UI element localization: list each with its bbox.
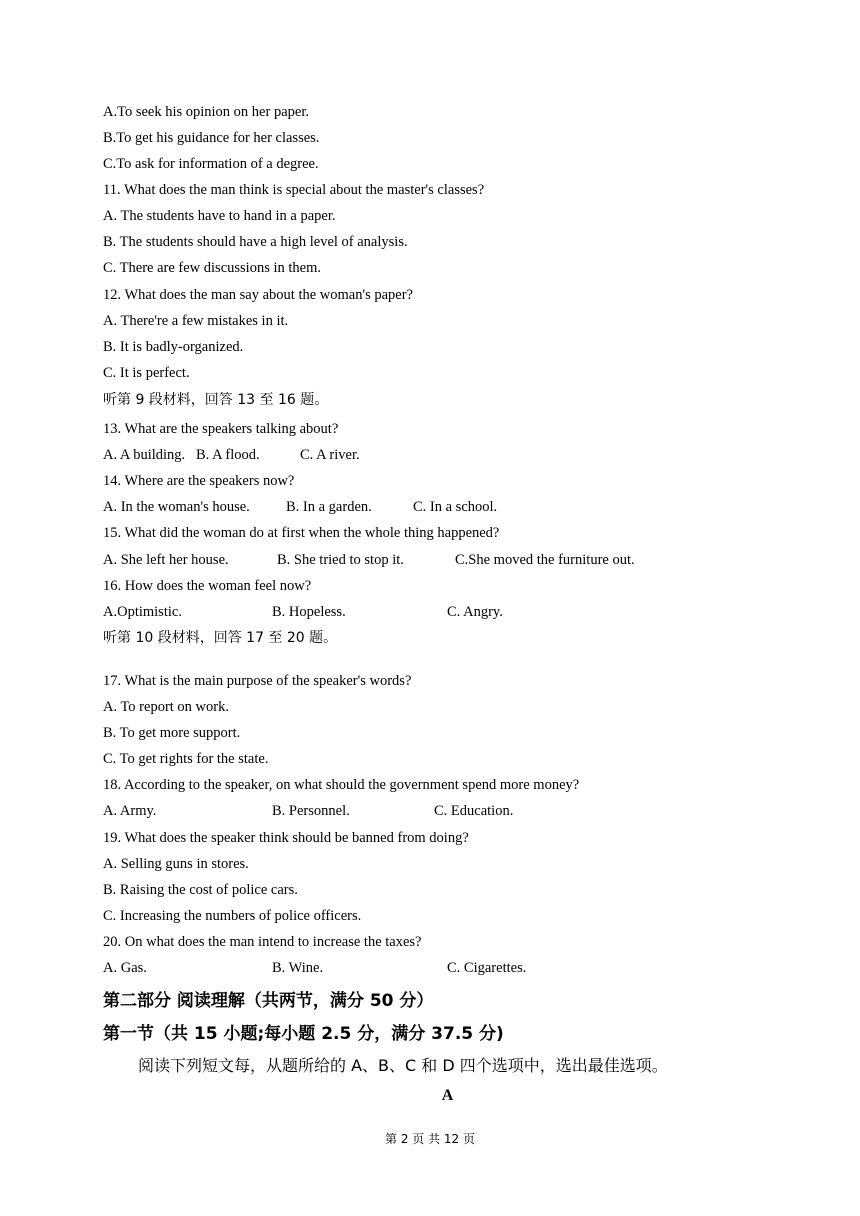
reading-instruction: 阅读下列短文每，从题所给的 A、B、C 和 D 四个选项中，选出最佳选项。 xyxy=(138,1056,668,1075)
question-12: 12. What does the man say about the woman's paper? xyxy=(103,287,413,303)
q11-option-a: A. The students have to hand in a paper. xyxy=(103,208,336,224)
question-17: 17. What is the main purpose of the speaker's words? xyxy=(103,673,412,689)
question-18: 18. According to the speaker, on what should the government spend more money? xyxy=(103,777,580,793)
question-19: 19. What does the speaker think should be banned from doing? xyxy=(103,830,469,846)
q17-option-b: B. To get more support. xyxy=(103,725,241,741)
q10-option-b: B.To get his guidance for her classes. xyxy=(103,130,320,146)
q14-option-b: B. In a garden. xyxy=(286,499,372,515)
q20-option-b: B. Wine. xyxy=(272,960,324,976)
q11-option-b: B. The students should have a high level of analysis. xyxy=(103,234,408,250)
q16-option-b: B. Hopeless. xyxy=(272,604,346,620)
question-13: 13. What are the speakers talking about? xyxy=(103,421,339,437)
q17-option-c: C. To get rights for the state. xyxy=(103,751,269,767)
question-11: 11. What does the man think is special about the master's classes? xyxy=(103,182,485,198)
q19-option-b: B. Raising the cost of police cars. xyxy=(103,882,298,898)
q11-option-c: C. There are few discussions in them. xyxy=(103,260,321,276)
passage-label: A xyxy=(441,1087,454,1104)
q20-option-a: A. Gas. xyxy=(103,960,147,976)
q10-option-a: A.To seek his opinion on her paper. xyxy=(103,104,309,120)
q15-option-a: A. She left her house. xyxy=(103,552,229,568)
q12-option-b: B. It is badly-organized. xyxy=(103,339,244,355)
q12-option-c: C. It is perfect. xyxy=(103,365,190,381)
section-9-instruction: 听第 9 段材料，回答 13 至 16 题。 xyxy=(103,392,329,408)
q15-option-c: C.She moved the furniture out. xyxy=(455,552,635,568)
q16-option-a: A.Optimistic. xyxy=(103,604,182,620)
q13-option-a: A. A building. xyxy=(103,447,186,463)
q13-option-c: C. A river. xyxy=(300,447,360,463)
question-20: 20. On what does the man intend to increase the taxes? xyxy=(103,934,422,950)
q20-option-c: C. Cigarettes. xyxy=(447,960,527,976)
part-two-heading: 第二部分 阅读理解（共两节，满分 50 分） xyxy=(103,991,434,1011)
page-footer: 第 2 页 共 12 页 xyxy=(385,1132,475,1146)
q14-option-a: A. In the woman's house. xyxy=(103,499,250,515)
q19-option-a: A. Selling guns in stores. xyxy=(103,856,249,872)
question-14: 14. Where are the speakers now? xyxy=(103,473,295,489)
q14-option-c: C. In a school. xyxy=(413,499,498,515)
q15-option-b: B. She tried to stop it. xyxy=(277,552,404,568)
q12-option-a: A. There're a few mistakes in it. xyxy=(103,313,289,329)
q19-option-c: C. Increasing the numbers of police officers. xyxy=(103,908,362,924)
section-10-instruction: 听第 10 段材料，回答 17 至 20 题。 xyxy=(103,630,338,646)
q18-option-b: B. Personnel. xyxy=(272,803,350,819)
q13-option-b: B. A flood. xyxy=(196,447,260,463)
section-one-heading: 第一节（共 15 小题;每小题 2.5 分，满分 37.5 分) xyxy=(103,1024,504,1044)
q16-option-c: C. Angry. xyxy=(447,604,503,620)
q18-option-c: C. Education. xyxy=(434,803,514,819)
q18-option-a: A. Army. xyxy=(103,803,157,819)
q10-option-c: C.To ask for information of a degree. xyxy=(103,156,319,172)
q17-option-a: A. To report on work. xyxy=(103,699,229,715)
question-16: 16. How does the woman feel now? xyxy=(103,578,312,594)
question-15: 15. What did the woman do at first when the whole thing happened? xyxy=(103,525,500,541)
